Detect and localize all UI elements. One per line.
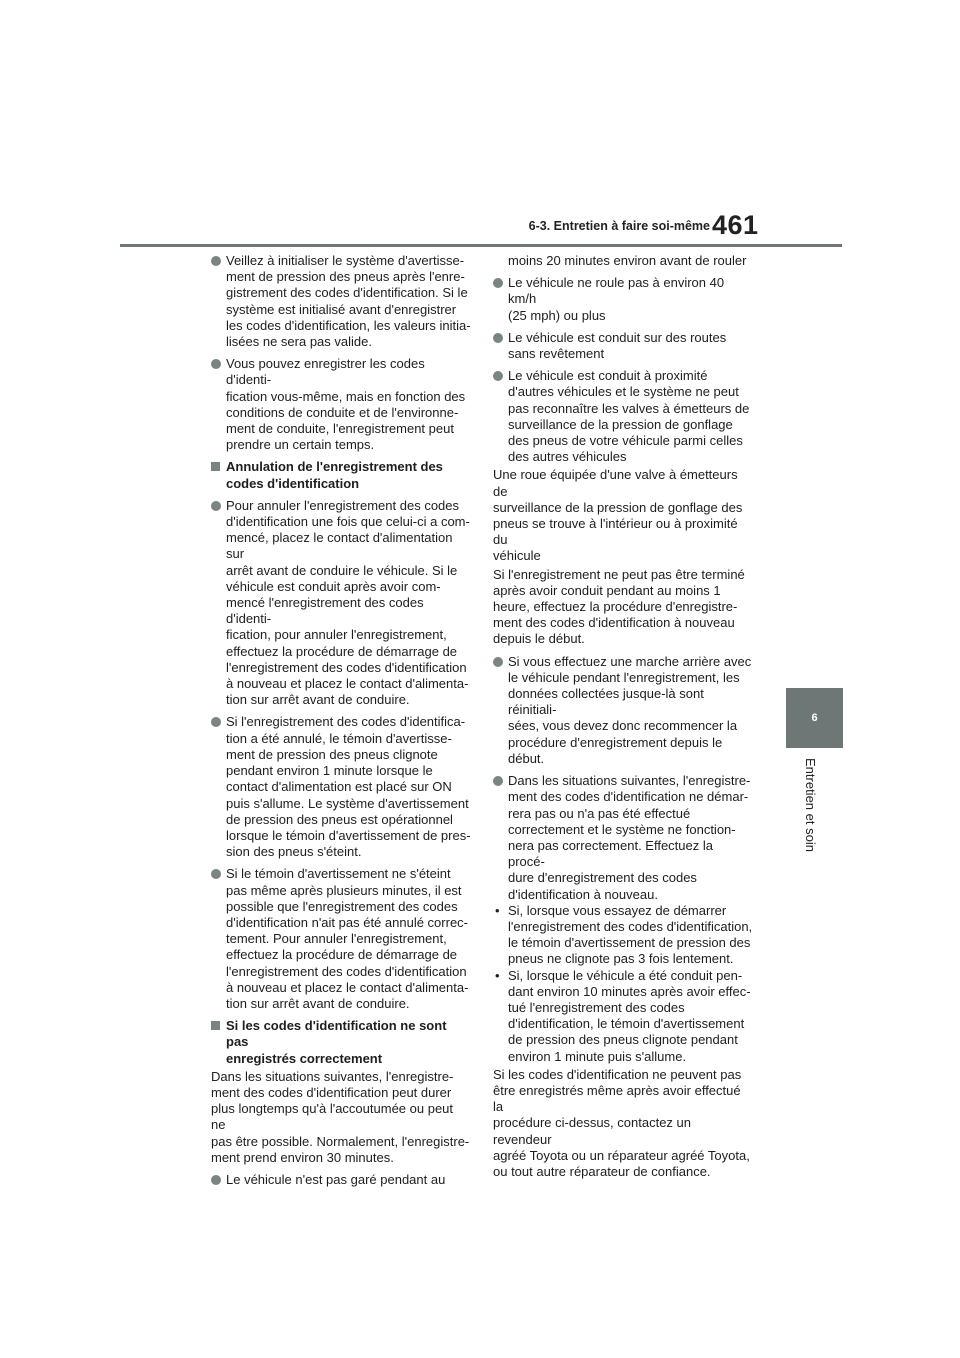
- body-paragraph: Une roue équipée d'une valve à émetteurs de surveillance de la pression de gonflage des pneus se trouve à l'intérieur ou à proximité du véhicule: [493, 467, 743, 564]
- bullet-paragraph: Le véhicule n'est pas garé pendant au: [211, 1172, 471, 1188]
- chapter-tab: [786, 688, 843, 748]
- header-divider: [120, 244, 842, 247]
- chapter-title: Entretien et soin: [803, 758, 818, 852]
- bullet-paragraph: Vous pouvez enregistrer les codes d'identi- fication vous-même, mais en fonction des conditions de conduite et de l'environne- ment de conduite, l'enregistrement peut prendre un certain temps.: [211, 356, 471, 453]
- bullet-paragraph: Dans les situations suivantes, l'enregistre- ment des codes d'identification ne démar- rera pas ou n'a pas été effectué correctement et le système ne fonction- nera pas correctement. Effectuez la procé- dure d'enregistrement des codes d'identification à nouveau.: [493, 773, 753, 903]
- section-heading: Si les codes d'identification ne sont pas enregistrés correctement: [211, 1018, 471, 1067]
- bullet-paragraph: Veillez à initialiser le système d'avertisse- ment de pression des pneus après l'enre- gistrement des codes d'identification. Si le système est initialisé avant d'enregistrer les codes d'identification, les valeurs initia- lisées ne sera pas valide.: [211, 253, 471, 350]
- bullet-paragraph: Si vous effectuez une marche arrière avec le véhicule pendant l'enregistrement, les données collectées jusque-là sont réinitiali- sées, vous devez donc recommencer la procédure d'enregistrement depuis le début.: [493, 654, 753, 767]
- bullet-paragraph: Pour annuler l'enregistrement des codes d'identification une fois que celui-ci a com- mencé, placez le contact d'alimentation sur arrêt avant de conduire le véhicule. Si le véhicule est conduit après avoir com- mencé l'enregistrement des codes d'identi- fication, pour annuler l'enregistrement, effectuez la procédure de démarrage de l'enregistrement des codes d'identification à nouveau et placez le contact d'alimenta- tion sur arrêt avant de conduire.: [211, 498, 471, 709]
- left-column: [211, 253, 471, 1194]
- bullet-paragraph: Si le témoin d'avertissement ne s'éteint pas même après plusieurs minutes, il est possible que l'enregistrement des codes d'identification n'ait pas été annulé correc- tement. Pour annuler l'enregistrement, effectuez la procédure de démarrage de l'enregistrement des codes d'identification à nouveau et placez le contact d'alimenta- tion sur arrêt avant de conduire.: [211, 866, 471, 1012]
- body-paragraph: Si l'enregistrement ne peut pas être terminé après avoir conduit pendant au moins 1 heure, effectuez la procédure d'enregistre- ment des codes d'identification à nouveau depuis le début.: [493, 566, 745, 647]
- sub-bullet: • Si, lorsque vous essayez de démarrer l'enregistrement des codes d'identification, le témoin d'avertissement de pression des pneus ne clignote pas 3 fois lentement.: [493, 903, 753, 968]
- page-number: 461: [712, 210, 759, 240]
- right-column: [493, 253, 753, 1186]
- bullet-paragraph: Si l'enregistrement des codes d'identifica- tion a été annulé, le témoin d'avertisse- ment de pression des pneus clignote pendant environ 1 minute lorsque le contact d'alimentation est placé sur ON puis s'allume. Le système d'avertissement de pression des pneus est opérationnel lorsque le témoin d'avertissement de pres- sion des pneus s'éteint.: [211, 714, 471, 860]
- bullet-paragraph: Le véhicule est conduit sur des routes sans revêtement: [493, 330, 753, 362]
- bullet-continuation: moins 20 minutes environ avant de rouler: [508, 253, 747, 268]
- bullet-paragraph: Le véhicule ne roule pas à environ 40 km/h (25 mph) ou plus: [493, 275, 753, 324]
- bullet-paragraph: Le véhicule est conduit à proximité d'autres véhicules et le système ne peut pas reconnaître les valves à émetteurs de surveillance de la pression de gonflage des pneus de votre véhicule parmi celles des autres véhicules: [493, 368, 753, 465]
- sub-bullet: • Si, lorsque le véhicule a été conduit pen- dant environ 10 minutes après avoir effec- tué l'enregistrement des codes d'identification, le témoin d'avertissement de pression des pneus clignote pendant environ 1 minute puis s'allume.: [493, 968, 753, 1065]
- section-title: 6-3. Entretien à faire soi-même: [528, 219, 710, 233]
- body-paragraph: Dans les situations suivantes, l'enregistre- ment des codes d'identification peut durer plus longtemps qu'à l'accoutumée ou peut ne pas être possible. Normalement, l'enregistre- ment prend environ 30 minutes.: [211, 1068, 470, 1165]
- chapter-number: 6: [811, 712, 818, 724]
- section-heading: Annulation de l'enregistrement des codes d'identification: [211, 459, 471, 491]
- body-paragraph: Si les codes d'identification ne peuvent pas être enregistrés même après avoir effectué la procédure ci-dessus, contactez un revendeur agréé Toyota ou un réparateur agréé Toyota, ou tout autre réparateur de confiance.: [493, 1066, 750, 1179]
